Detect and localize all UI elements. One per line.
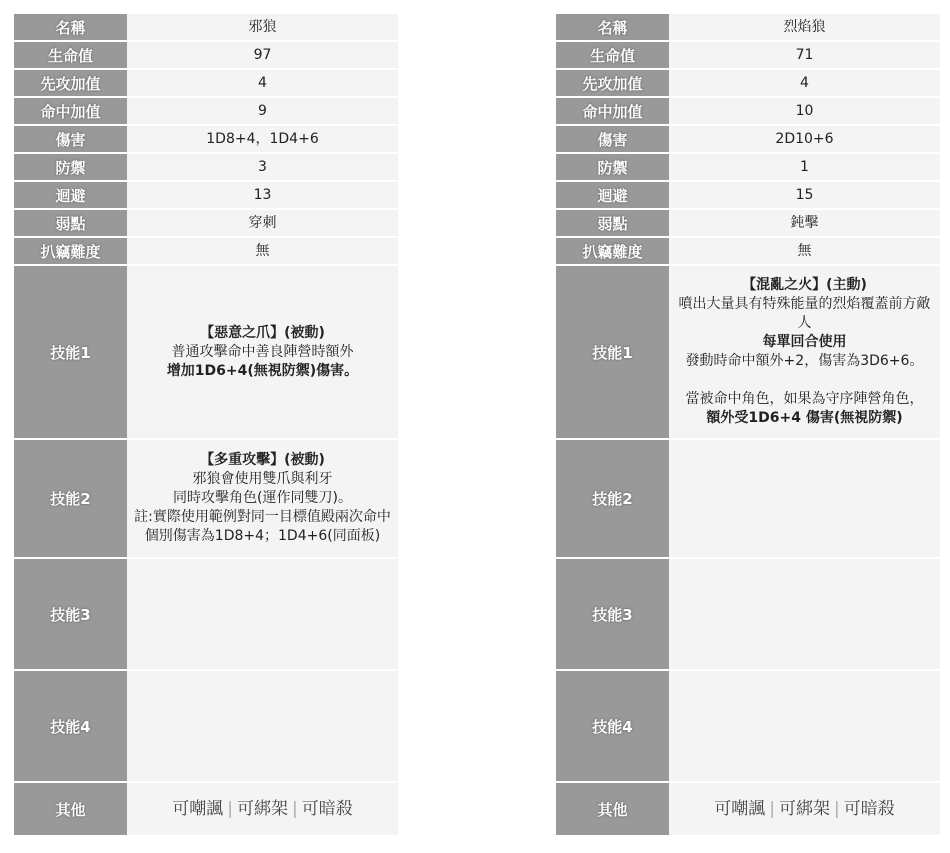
- row-hit-bonus: [556, 98, 940, 124]
- label-name: 名稱: [556, 14, 669, 40]
- value-name: 烈焰狼: [669, 14, 940, 40]
- value-skill4: [669, 671, 940, 781]
- skill1-title: 【混亂之火】(主動): [742, 277, 867, 293]
- skill1-title: 【惡意之爪】(被動): [200, 324, 325, 341]
- label-defense: 防禦: [556, 154, 669, 180]
- skill1-line3: 發動時命中額外+2，傷害為3D6+6。: [685, 353, 924, 369]
- row-skill2: [14, 440, 398, 557]
- label-initiative: 先攻加值: [556, 70, 669, 96]
- label-hit-bonus: 命中加值: [556, 98, 669, 124]
- skill1-line1: 噴出大量具有特殊能量的烈焰覆蓋前方敵人: [678, 296, 931, 331]
- value-skill3: [669, 559, 940, 669]
- tag-kidnap: 可綁架: [237, 798, 288, 819]
- row-evasion: [14, 182, 398, 208]
- label-skill3: 技能3: [14, 559, 127, 669]
- value-name: 邪狼: [127, 14, 398, 40]
- label-other: 其他: [14, 783, 127, 835]
- skill1-line1: 普通攻擊命中善良陣營時額外: [171, 343, 354, 360]
- value-skill1: [127, 266, 398, 438]
- label-skill2: 技能2: [556, 440, 669, 557]
- label-other: 其他: [556, 783, 669, 835]
- label-skill4: 技能4: [14, 671, 127, 781]
- row-weakness: [556, 210, 940, 236]
- row-name: [14, 14, 398, 40]
- separator: |: [292, 798, 298, 819]
- tag-kidnap: 可綁架: [779, 798, 830, 819]
- label-damage: 傷害: [14, 126, 127, 152]
- row-initiative: [14, 70, 398, 96]
- row-skill1: [14, 266, 398, 438]
- row-hit-bonus: [14, 98, 398, 124]
- row-evasion: [556, 182, 940, 208]
- skill2-line1: 邪狼會使用雙爪與利牙: [192, 471, 333, 487]
- label-skill4: 技能4: [556, 671, 669, 781]
- row-other: [14, 783, 398, 835]
- value-defense: 1: [669, 154, 940, 180]
- value-skill2: [669, 440, 940, 557]
- value-other: [669, 783, 940, 835]
- row-defense: [556, 154, 940, 180]
- skill1-line2: 每單回合使用: [762, 334, 847, 350]
- skill1-line2: 增加1D6+4(無視防禦)傷害。: [166, 362, 359, 379]
- label-damage: 傷害: [556, 126, 669, 152]
- row-skill1: [556, 266, 940, 438]
- label-skill3: 技能3: [556, 559, 669, 669]
- value-skill2: [127, 440, 398, 557]
- row-skill2: [556, 440, 940, 557]
- label-evasion: 迴避: [14, 182, 127, 208]
- monster-table-flame-wolf: [556, 12, 940, 837]
- row-damage: [14, 126, 398, 152]
- row-damage: [556, 126, 940, 152]
- separator: |: [769, 798, 775, 819]
- separator: |: [227, 798, 233, 819]
- row-hp: [556, 42, 940, 68]
- skill2-title: 【多重攻擊】(被動): [200, 452, 325, 468]
- value-skill4: [127, 671, 398, 781]
- value-damage: 1D8+4，1D4+6: [127, 126, 398, 152]
- label-hit-bonus: 命中加值: [14, 98, 127, 124]
- value-steal-difficulty: 無: [127, 238, 398, 264]
- tag-assassinate: 可暗殺: [843, 798, 895, 819]
- label-name: 名稱: [14, 14, 127, 40]
- value-evasion: 13: [127, 182, 398, 208]
- row-defense: [14, 154, 398, 180]
- value-damage: 2D10+6: [669, 126, 940, 152]
- value-weakness: 穿刺: [127, 210, 398, 236]
- value-skill1: [669, 266, 940, 438]
- label-skill2: 技能2: [14, 440, 127, 557]
- label-steal-difficulty: 扒竊難度: [14, 238, 127, 264]
- value-weakness: 鈍擊: [669, 210, 940, 236]
- row-steal-difficulty: [556, 238, 940, 264]
- value-hp: 71: [669, 42, 940, 68]
- label-weakness: 弱點: [14, 210, 127, 236]
- row-weakness: [14, 210, 398, 236]
- tag-taunt: 可嘲諷: [172, 798, 224, 819]
- label-evasion: 迴避: [556, 182, 669, 208]
- value-initiative: 4: [127, 70, 398, 96]
- value-hit-bonus: 9: [127, 98, 398, 124]
- value-hp: 97: [127, 42, 398, 68]
- row-skill4: [556, 671, 940, 781]
- row-name: [556, 14, 940, 40]
- value-evasion: 15: [669, 182, 940, 208]
- row-skill3: [556, 559, 940, 669]
- label-steal-difficulty: 扒竊難度: [556, 238, 669, 264]
- label-defense: 防禦: [14, 154, 127, 180]
- value-hit-bonus: 10: [669, 98, 940, 124]
- row-skill3: [14, 559, 398, 669]
- label-weakness: 弱點: [556, 210, 669, 236]
- tag-taunt: 可嘲諷: [714, 798, 766, 819]
- value-other: [127, 783, 398, 835]
- label-hp: 生命值: [14, 42, 127, 68]
- label-skill1: 技能1: [556, 266, 669, 438]
- skill1-line5: 額外受1D6+4 傷害(無視防禦): [706, 410, 903, 426]
- row-hp: [14, 42, 398, 68]
- value-initiative: 4: [669, 70, 940, 96]
- skill2-line2: 同時攻擊角色(運作同雙刀)。: [173, 490, 352, 506]
- value-steal-difficulty: 無: [669, 238, 940, 264]
- skill1-line4: 當被命中角色，如果為守序陣營角色，: [685, 391, 924, 407]
- tag-assassinate: 可暗殺: [301, 798, 353, 819]
- skill2-line4: 個別傷害為1D8+4；1D4+6(同面板): [144, 528, 381, 544]
- value-defense: 3: [127, 154, 398, 180]
- value-skill3: [127, 559, 398, 669]
- row-skill4: [14, 671, 398, 781]
- separator: |: [834, 798, 840, 819]
- row-steal-difficulty: [14, 238, 398, 264]
- row-other: [556, 783, 940, 835]
- label-hp: 生命值: [556, 42, 669, 68]
- row-initiative: [556, 70, 940, 96]
- label-skill1: 技能1: [14, 266, 127, 438]
- spacer: [673, 371, 936, 390]
- monster-table-evil-wolf: [14, 12, 398, 837]
- skill2-line3: 註:實際使用範例對同一目標值殿兩次命中: [134, 509, 391, 525]
- label-initiative: 先攻加值: [14, 70, 127, 96]
